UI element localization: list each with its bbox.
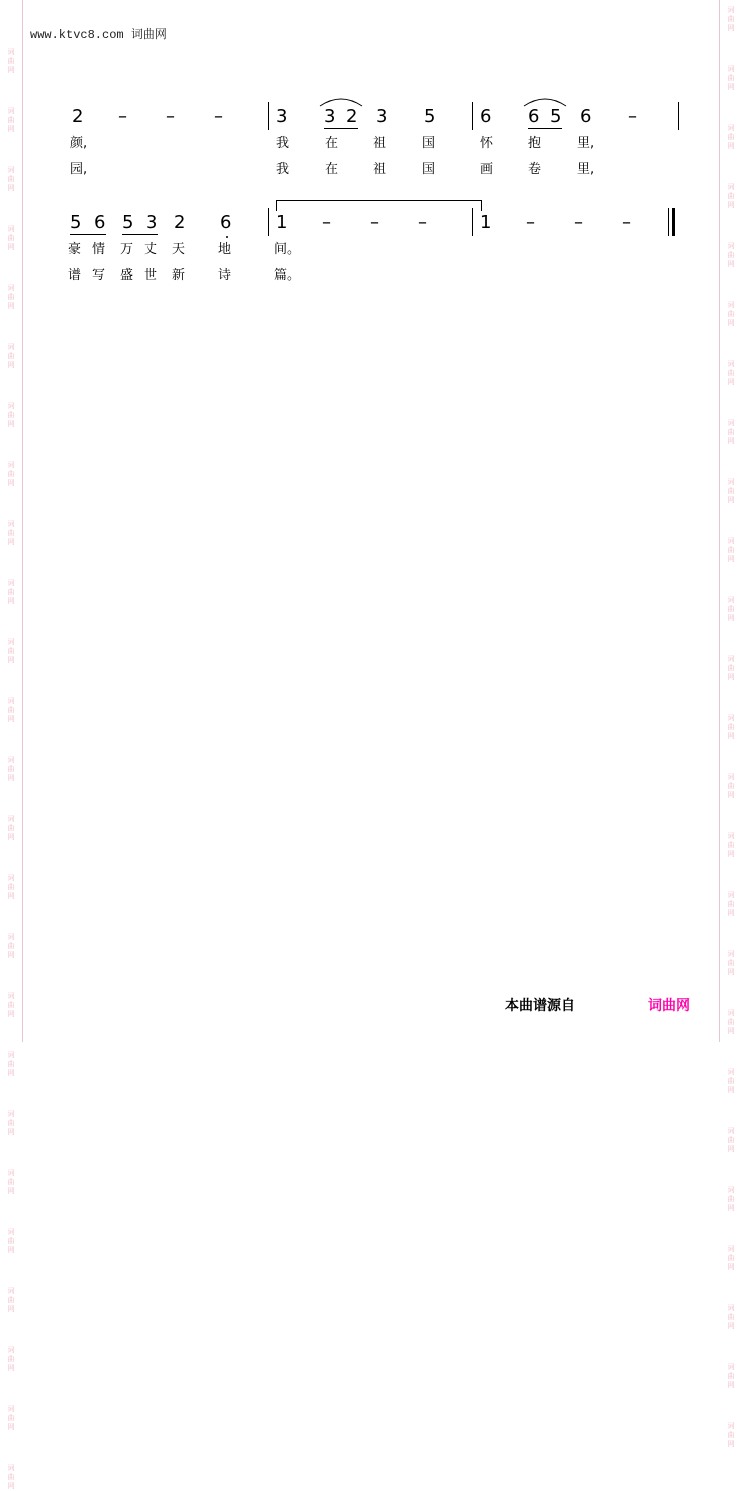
watermark-text: 词 曲 网 <box>7 284 15 310</box>
lyric-syllable: 抱 <box>528 136 542 151</box>
note-dash: – <box>418 212 427 233</box>
note: 5 <box>122 212 134 233</box>
watermark-text: 词 曲 网 <box>727 360 735 386</box>
watermark-text: 词 曲 网 <box>7 579 15 605</box>
watermark-text: 词 曲 网 <box>727 6 735 32</box>
barline <box>472 102 473 130</box>
watermark-text: 词 曲 网 <box>727 1186 735 1212</box>
watermark-text: 词 曲 网 <box>7 933 15 959</box>
note-dash: – <box>526 212 535 233</box>
note: 3 <box>146 212 158 233</box>
note-dash: – <box>628 106 637 127</box>
lyric-syllable: 世 <box>144 268 158 283</box>
watermark-text: 词 曲 网 <box>7 697 15 723</box>
note-dash: – <box>574 212 583 233</box>
lyric-syllable: 里, <box>577 136 595 151</box>
note: 1 <box>276 212 288 233</box>
lyric-syllable: 我 <box>276 162 290 177</box>
barline <box>268 102 269 130</box>
watermark-text: 词 曲 网 <box>7 1228 15 1254</box>
lyric-row-1 <box>60 130 685 156</box>
barline <box>472 208 473 236</box>
lyric-syllable: 国 <box>422 162 436 177</box>
watermark-text: 词 曲 网 <box>7 1110 15 1136</box>
note: 6 <box>94 212 106 233</box>
watermark-text: 词 曲 网 <box>727 596 735 622</box>
lyric-row-2 <box>60 156 685 182</box>
slur-icon <box>522 94 568 108</box>
lyric-syllable: 谱 <box>68 268 82 283</box>
lyric-syllable: 颜, <box>70 136 88 151</box>
watermark-text: 词 曲 网 <box>7 1051 15 1077</box>
note: 2 <box>174 212 186 233</box>
repeat-bracket <box>276 200 482 211</box>
slur-icon <box>318 94 364 108</box>
lyric-syllable: 写 <box>92 268 106 283</box>
watermark-text: 词 曲 网 <box>727 242 735 268</box>
watermark-text: 词 曲 网 <box>7 166 15 192</box>
watermark-text: 词 曲 网 <box>727 65 735 91</box>
watermark-text: 词 曲 网 <box>727 891 735 917</box>
lyric-syllable: 祖 <box>373 162 387 177</box>
lyric-syllable: 卷 <box>528 162 542 177</box>
watermark-text: 词 曲 网 <box>7 343 15 369</box>
note: 1 <box>480 212 492 233</box>
lyric-syllable: 间。 <box>274 242 301 257</box>
lyric-syllable: 里, <box>577 162 595 177</box>
lyric-syllable: 天 <box>172 242 186 257</box>
watermark-text: 词 曲 网 <box>727 714 735 740</box>
lyric-syllable: 篇。 <box>274 268 301 283</box>
watermark-text: 词 曲 网 <box>727 183 735 209</box>
watermark-text: 词 曲 网 <box>7 1405 15 1431</box>
barline <box>268 208 269 236</box>
watermark-text: 词 曲 网 <box>727 1068 735 1094</box>
note: 5 <box>424 106 436 127</box>
watermark-text: 词 曲 网 <box>727 832 735 858</box>
watermark-text: 词 曲 网 <box>7 1287 15 1313</box>
site-name: 词曲网 <box>130 27 167 41</box>
lyric-syllable: 丈 <box>144 242 158 257</box>
note-dash: – <box>622 212 631 233</box>
lyric-syllable: 园, <box>70 162 88 177</box>
lyric-syllable: 在 <box>325 162 339 177</box>
watermark-text: 词 曲 网 <box>7 1169 15 1195</box>
watermark-text: 词 曲 网 <box>7 1464 15 1490</box>
note: 6 <box>220 212 232 233</box>
note: 5 <box>550 106 562 127</box>
note: 3 <box>276 106 288 127</box>
note: 3 <box>376 106 388 127</box>
score-system-2 <box>60 202 685 288</box>
watermark-text: 词 曲 网 <box>727 537 735 563</box>
watermark-text: 词 曲 网 <box>727 1127 735 1153</box>
watermark-text: 词 曲 网 <box>727 124 735 150</box>
watermark-text: 词 曲 网 <box>727 1422 735 1448</box>
credit-site-link[interactable]: 词曲网 <box>648 998 690 1014</box>
lyric-syllable: 新 <box>172 268 186 283</box>
note-dash: – <box>322 212 331 233</box>
beam <box>528 128 562 129</box>
watermark-text: 词 曲 网 <box>7 638 15 664</box>
watermark-text: 词 曲 网 <box>727 419 735 445</box>
lyric-syllable: 在 <box>325 136 339 151</box>
watermark-text: 词 曲 网 <box>727 950 735 976</box>
watermark-text: 词 曲 网 <box>7 756 15 782</box>
lyric-syllable: 祖 <box>373 136 387 151</box>
note-dash: – <box>118 106 127 127</box>
note: 3 <box>324 106 336 127</box>
watermark-text: 词 曲 网 <box>7 461 15 487</box>
watermark-text: 词 曲 网 <box>727 301 735 327</box>
watermark-text: 词 曲 网 <box>727 1304 735 1330</box>
lyric-syllable: 画 <box>480 162 494 177</box>
notes-row <box>60 202 685 236</box>
note: 6 <box>480 106 492 127</box>
watermark-text: 词 曲 网 <box>7 1346 15 1372</box>
lyric-syllable: 地 <box>218 242 232 257</box>
lyric-syllable: 国 <box>422 136 436 151</box>
beam <box>70 234 106 235</box>
lyric-row-1 <box>60 236 685 262</box>
lyric-syllable: 豪 <box>68 242 82 257</box>
watermark-text: 词 曲 网 <box>7 992 15 1018</box>
watermark-text: 词 曲 网 <box>7 402 15 428</box>
watermark-text: 词 曲 网 <box>727 655 735 681</box>
lyric-syllable: 盛 <box>120 268 134 283</box>
watermark-text: 词 曲 网 <box>7 225 15 251</box>
note: 6 <box>580 106 592 127</box>
watermark-text: 词 曲 网 <box>727 1363 735 1389</box>
note-dash: – <box>370 212 379 233</box>
lyric-syllable: 情 <box>92 242 106 257</box>
lyric-row-2 <box>60 262 685 288</box>
site-url: www.ktvc8.com <box>30 28 124 42</box>
lyric-syllable: 万 <box>120 242 134 257</box>
watermark-text: 词 曲 网 <box>727 1245 735 1271</box>
lyric-syllable: 我 <box>276 136 290 151</box>
note: 5 <box>70 212 82 233</box>
lyric-syllable: 诗 <box>218 268 232 283</box>
watermark-text: 词 曲 网 <box>7 520 15 546</box>
watermark-text: 词 曲 网 <box>7 874 15 900</box>
note: 6 <box>528 106 540 127</box>
watermark-text: 词 曲 网 <box>7 48 15 74</box>
note: 2 <box>346 106 358 127</box>
barline <box>678 102 679 130</box>
note-dash: – <box>166 106 175 127</box>
watermark-text: 词 曲 网 <box>727 1009 735 1035</box>
watermark-text: 词 曲 网 <box>7 815 15 841</box>
note: 2 <box>72 106 84 127</box>
watermark-text: 词 曲 网 <box>727 478 735 504</box>
beam <box>122 234 158 235</box>
watermark-text: 词 曲 网 <box>727 773 735 799</box>
score-system-1 <box>60 96 685 182</box>
beam <box>324 128 358 129</box>
credit-text: 本曲谱源自 <box>505 998 575 1014</box>
lyric-syllable: 怀 <box>480 136 494 151</box>
watermark-text: 词 曲 网 <box>7 107 15 133</box>
note-dash: – <box>214 106 223 127</box>
notes-row <box>60 96 685 130</box>
